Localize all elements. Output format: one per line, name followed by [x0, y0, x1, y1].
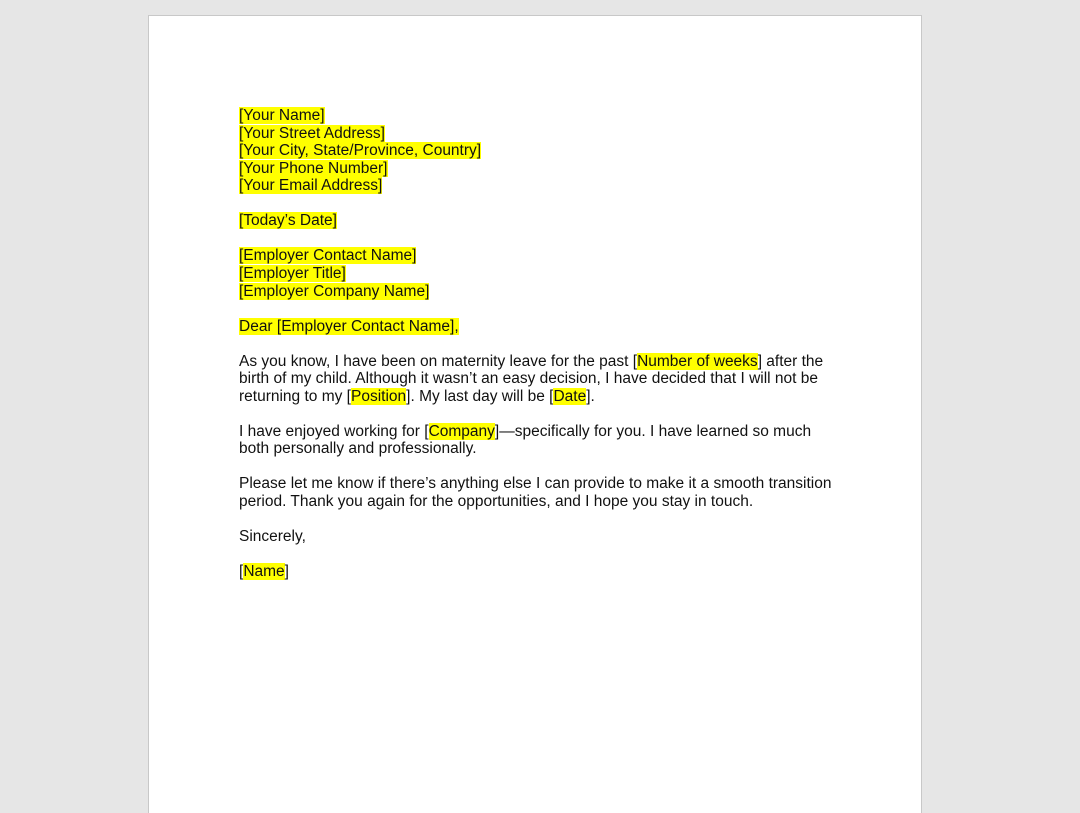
paragraph2-line2: both personally and professionally.	[239, 440, 477, 458]
paragraph1-text: ].	[586, 387, 595, 405]
closing-block	[239, 528, 839, 546]
position-field: Position	[351, 387, 407, 405]
signature-name-field: Name	[243, 562, 285, 580]
paragraph3-line2: period. Thank you again for the opportunities, and I hope you stay in touch.	[239, 492, 754, 510]
paragraph1-text: ]. My last day will be [	[406, 387, 554, 405]
letter-body[interactable]	[239, 107, 839, 598]
signature-bracket: ]	[284, 562, 289, 580]
last-day-date-field: Date	[553, 387, 587, 405]
number-of-weeks-field: Number of weeks	[637, 352, 758, 370]
sender-city: [Your City, State/Province, Country]	[239, 142, 482, 160]
document-page[interactable]	[148, 15, 922, 813]
paragraph1-text: As you know, I have been on maternity leave for the past [	[239, 352, 638, 370]
paragraph-transition	[239, 475, 839, 510]
salutation: Dear [Employer Contact Name],	[239, 317, 459, 335]
recipient-title: [Employer Title]	[239, 264, 346, 282]
paragraph1-text: returning to my [	[239, 387, 351, 405]
signature-bracket: [	[239, 562, 244, 580]
sender-address-block	[239, 107, 839, 195]
recipient-address-block	[239, 247, 839, 300]
paragraph2-text: ]—specifically for you. I have learned so much	[494, 422, 812, 440]
salutation-block	[239, 318, 839, 336]
paragraph-gratitude	[239, 423, 839, 458]
letter-date: [Today’s Date]	[239, 212, 337, 230]
paragraph-resignation	[239, 353, 839, 406]
paragraph2-text: I have enjoyed working for [	[239, 422, 429, 440]
sender-name: [Your Name]	[239, 107, 325, 124]
sender-email: [Your Email Address]	[239, 177, 383, 195]
recipient-company: [Employer Company Name]	[239, 282, 430, 300]
sender-phone: [Your Phone Number]	[239, 159, 388, 177]
paragraph1-text: ] after the	[757, 352, 824, 370]
date-block	[239, 212, 839, 230]
closing: Sincerely,	[239, 527, 306, 545]
paragraph3-line1: Please let me know if there’s anything else I can provide to make it a smooth transition	[239, 475, 832, 493]
signature-block	[239, 563, 839, 581]
paragraph1-line2: birth of my child. Although it wasn’t an easy decision, I have decided that I will not be	[239, 370, 818, 388]
sender-street: [Your Street Address]	[239, 124, 385, 142]
recipient-name: [Employer Contact Name]	[239, 247, 417, 265]
company-field: Company	[428, 422, 495, 440]
